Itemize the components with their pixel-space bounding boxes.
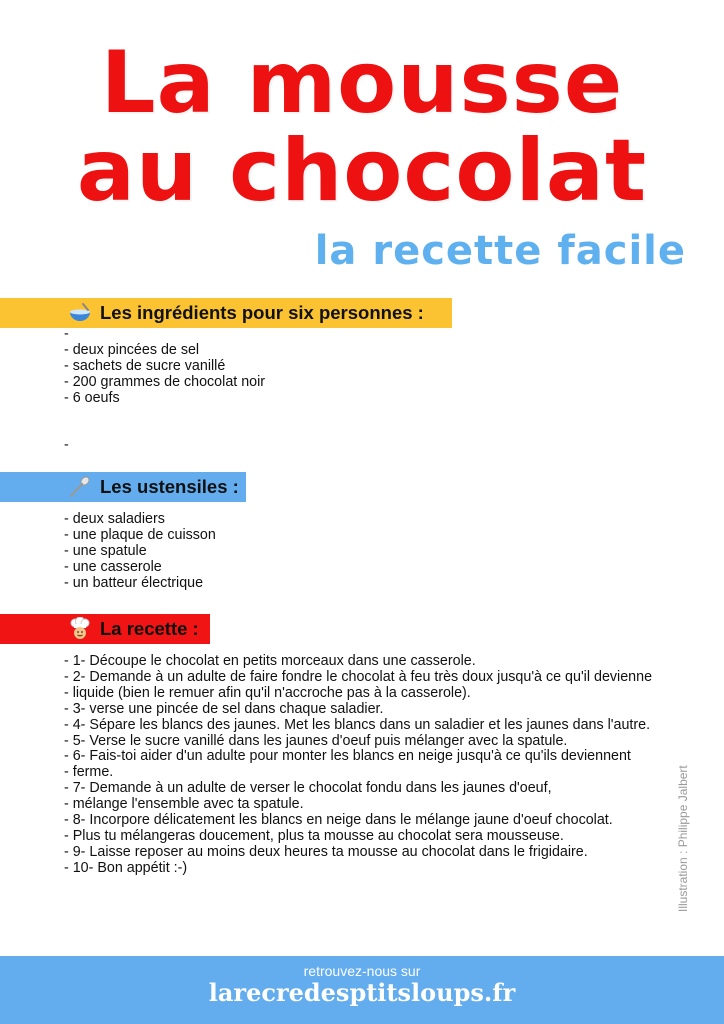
list-item: - bbox=[64, 437, 69, 454]
list-item: - 8- Incorpore délicatement les blancs en neige dans le mélange jaune d'oeuf chocolat. bbox=[64, 812, 613, 829]
recette-steps-list bbox=[64, 654, 652, 877]
illustration-credit: Illustration : Philippe Jalbert bbox=[676, 765, 690, 912]
ustensiles-heading: Les ustensiles : bbox=[100, 476, 239, 497]
page-title-line-2: au chocolat bbox=[76, 121, 648, 221]
list-item: - une plaque de cuisson bbox=[64, 526, 216, 543]
list-item: - 200 grammes de chocolat noir bbox=[64, 373, 266, 390]
list-item: - ferme. bbox=[64, 764, 114, 781]
list-item: - sachets de sucre vanillé bbox=[64, 357, 226, 374]
recette-heading-band bbox=[0, 614, 210, 644]
ustensiles-heading-band bbox=[0, 472, 246, 502]
footer-site-link[interactable]: larecredesptitsloups.fr bbox=[208, 978, 516, 1007]
list-item: - 6 oeufs bbox=[64, 389, 120, 406]
ingredients-list bbox=[64, 327, 265, 454]
footer-band bbox=[0, 956, 724, 1024]
list-item: - 2- Demande à un adulte de faire fondre le chocolat à feu très doux jusqu'à ce qu'il devienne bbox=[64, 668, 653, 685]
list-item: - bbox=[64, 326, 69, 342]
ingredients-heading-band bbox=[0, 298, 452, 328]
list-item: - Plus tu mélangeras doucement, plus ta mousse au chocolat sera mousseuse. bbox=[64, 827, 564, 844]
list-item: - 9- Laisse reposer au moins deux heures ta mousse au chocolat dans le frigidaire. bbox=[64, 843, 588, 860]
list-item: - 6- Fais-toi aider d'un adulte pour monter les blancs en neige jusqu'à ce qu'ils deviennent bbox=[64, 748, 631, 765]
list-item: - deux pincées de sel bbox=[64, 341, 200, 358]
spoon-icon bbox=[68, 475, 92, 499]
footer-tagline: retrouvez-nous sur bbox=[303, 963, 421, 979]
chef-icon bbox=[68, 617, 92, 641]
list-item: - deux saladiers bbox=[64, 511, 165, 527]
list-item: - 7- Demande à un adulte de verser le chocolat fondu dans les jaunes d'oeuf, bbox=[64, 780, 552, 797]
list-item bbox=[64, 407, 265, 423]
bowl-icon bbox=[68, 301, 92, 325]
list-item: - 4- Sépare les blancs des jaunes. Met les blancs dans un saladier et les jaunes dans l'autre. bbox=[64, 716, 651, 733]
page-title-line-1: La mousse bbox=[100, 33, 624, 133]
ustensiles-list bbox=[64, 512, 216, 592]
page-subtitle: la recette facile bbox=[314, 228, 686, 274]
list-item: - un batteur électrique bbox=[64, 574, 204, 591]
list-item: - 1- Découpe le chocolat en petits morceaux dans une casserole. bbox=[64, 653, 476, 669]
ingredients-heading: Les ingrédients pour six personnes : bbox=[100, 302, 424, 323]
recette-heading: La recette : bbox=[100, 618, 199, 639]
list-item: - 3- verse une pincée de sel dans chaque saladier. bbox=[64, 700, 384, 717]
list-item: - 10- Bon appétit :-) bbox=[64, 859, 188, 876]
list-item: - liquide (bien le remuer afin qu'il n'accroche pas à la casserole). bbox=[64, 684, 471, 701]
list-item: - 5- Verse le sucre vanillé dans les jaunes d'oeuf puis mélanger avec la spatule. bbox=[64, 732, 568, 749]
list-item: - mélange l'ensemble avec ta spatule. bbox=[64, 796, 304, 813]
list-item: - une spatule bbox=[64, 542, 147, 559]
list-item: - une casserole bbox=[64, 558, 162, 575]
list-item bbox=[64, 422, 265, 438]
